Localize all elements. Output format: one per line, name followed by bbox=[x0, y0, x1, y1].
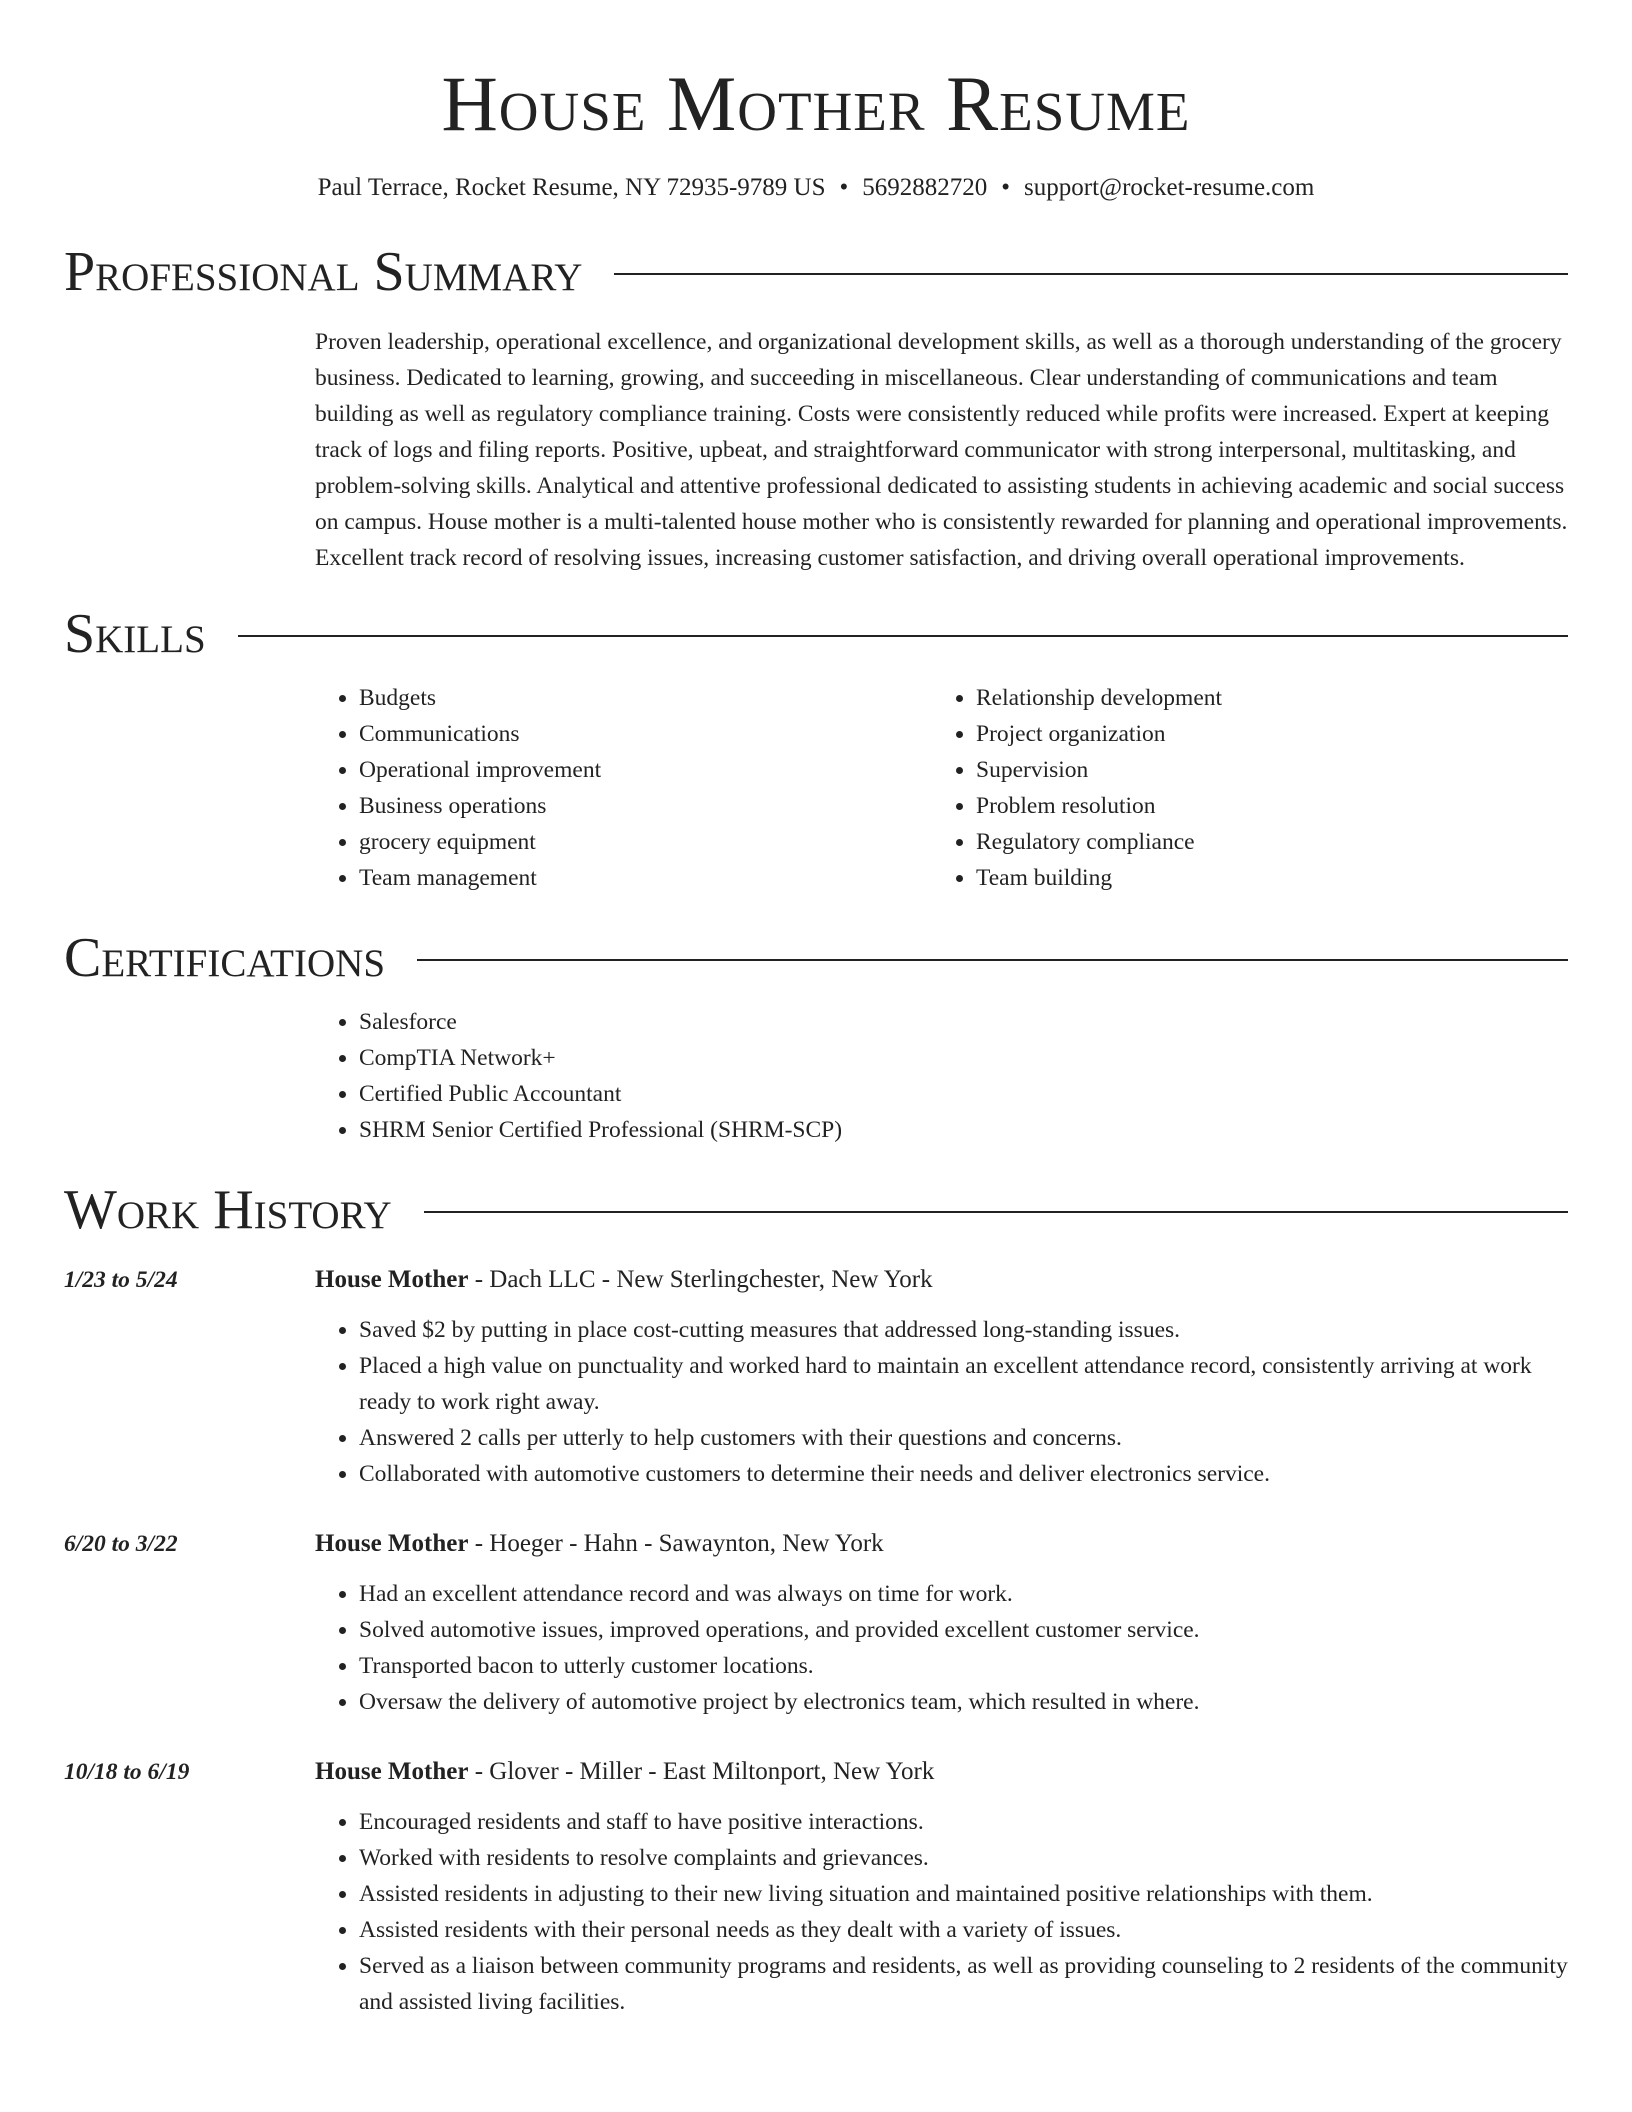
certifications-section-header bbox=[64, 926, 1568, 990]
job-role: House Mother bbox=[315, 1266, 469, 1293]
skill-item: • Problem resolution bbox=[976, 788, 1549, 824]
work-heading: Work History bbox=[64, 1179, 392, 1241]
job-dates: 10/18 to 6/19 bbox=[64, 1759, 190, 1785]
work-section-header bbox=[64, 1178, 1568, 1242]
job-bullets bbox=[315, 1576, 1568, 1720]
certification-item: • Certified Public Accountant bbox=[359, 1076, 1568, 1112]
job-heading bbox=[315, 1262, 1568, 1298]
section-divider bbox=[417, 959, 1568, 961]
resume-page bbox=[64, 0, 1568, 2020]
section-divider bbox=[614, 273, 1568, 275]
job-bullet: • Worked with residents to resolve complaints and grievances. bbox=[359, 1840, 1568, 1876]
job-bullet: • Transported bacon to utterly customer locations. bbox=[359, 1648, 1568, 1684]
skill-item: • Business operations bbox=[359, 788, 932, 824]
certification-item: • Salesforce bbox=[359, 1004, 1568, 1040]
section-divider bbox=[424, 1211, 1568, 1213]
job-heading bbox=[315, 1754, 1568, 1790]
job-bullet: • Placed a high value on punctuality and worked hard to maintain an excellent attendance record, consistently arriving at work ready to work right away. bbox=[359, 1348, 1568, 1420]
skills-column-left bbox=[315, 680, 932, 896]
skill-item: • Relationship development bbox=[976, 680, 1549, 716]
job-bullet: • Encouraged residents and staff to have positive interactions. bbox=[359, 1804, 1568, 1840]
job-body bbox=[315, 1754, 1568, 2020]
job-bullet: • Collaborated with automotive customers to determine their needs and deliver electronics service. bbox=[359, 1456, 1568, 1492]
job-details: - Glover - Miller - East Miltonport, New York bbox=[468, 1758, 935, 1785]
job-heading bbox=[315, 1526, 1568, 1562]
job-role: House Mother bbox=[315, 1530, 469, 1557]
skill-item: • Operational improvement bbox=[359, 752, 932, 788]
job-entry bbox=[64, 1754, 1568, 2020]
job-bullet: • Served as a liaison between community programs and residents, as well as providing counseling to 2 residents of the community and assisted living facilities. bbox=[359, 1948, 1568, 2020]
skill-item: • Budgets bbox=[359, 680, 932, 716]
job-bullets bbox=[315, 1804, 1568, 2020]
skills-list bbox=[315, 680, 1568, 896]
skill-item: • grocery equipment bbox=[359, 824, 932, 860]
contact-address: Paul Terrace, Rocket Resume, NY 72935-9789 US bbox=[317, 174, 826, 201]
certification-item: • CompTIA Network+ bbox=[359, 1040, 1568, 1076]
job-body bbox=[315, 1526, 1568, 1720]
certification-item: • SHRM Senior Certified Professional (SHRM-SCP) bbox=[359, 1112, 1568, 1148]
summary-section-header bbox=[64, 240, 1568, 304]
job-bullet: • Answered 2 calls per utterly to help customers with their questions and concerns. bbox=[359, 1420, 1568, 1456]
certifications-list bbox=[315, 1004, 1568, 1148]
job-details: - Hoeger - Hahn - Sawaynton, New York bbox=[468, 1530, 884, 1557]
job-body bbox=[315, 1262, 1568, 1492]
summary-heading: Professional Summary bbox=[64, 241, 583, 303]
job-bullet: • Solved automotive issues, improved operations, and provided excellent customer service. bbox=[359, 1612, 1568, 1648]
job-bullet: • Assisted residents in adjusting to their new living situation and maintained positive relationships with them. bbox=[359, 1876, 1568, 1912]
job-bullet: • Had an excellent attendance record and was always on time for work. bbox=[359, 1576, 1568, 1612]
job-bullet: • Assisted residents with their personal needs as they dealt with a variety of issues. bbox=[359, 1912, 1568, 1948]
skill-item: • Team building bbox=[976, 860, 1549, 896]
skill-item: • Supervision bbox=[976, 752, 1549, 788]
job-bullet: • Oversaw the delivery of automotive project by electronics team, which resulted in where. bbox=[359, 1684, 1568, 1720]
contact-line bbox=[64, 172, 1568, 204]
job-dates: 6/20 to 3/22 bbox=[64, 1531, 178, 1557]
job-details: - Dach LLC - New Sterlingchester, New York bbox=[468, 1266, 933, 1293]
job-role: House Mother bbox=[315, 1758, 469, 1785]
job-dates: 1/23 to 5/24 bbox=[64, 1267, 178, 1293]
section-divider bbox=[238, 635, 1568, 637]
job-bullet: • Saved $2 by putting in place cost-cutting measures that addressed long-standing issues. bbox=[359, 1312, 1568, 1348]
certifications-heading: Certifications bbox=[64, 927, 386, 989]
skills-heading: Skills bbox=[64, 603, 206, 665]
job-bullets bbox=[315, 1312, 1568, 1492]
summary-text: Proven leadership, operational excellence, and organizational development skills, as well as a thorough understanding of the grocery business. Dedicated to learning, growing, and succeeding in miscellaneous. Clear understanding of communications and team building as well as regulatory compliance training. Costs were consistently reduced while profits were increased. Expert at keeping track of logs and filing reports. Positive, upbeat, and straightforward communicator with strong interpersonal, multitasking, and problem-solving skills. Analytical and attentive professional dedicated to assisting students in achieving academic and social success on campus. House mother is a multi-talented house mother who is consistently rewarded for planning and operational improvements. Excellent track record of resolving issues, increasing customer satisfaction, and driving overall operational improvements. bbox=[315, 329, 1568, 571]
skill-item: • Regulatory compliance bbox=[976, 824, 1549, 860]
skills-column-right bbox=[932, 680, 1549, 896]
contact-email: support@rocket-resume.com bbox=[1024, 174, 1315, 201]
contact-separator: • bbox=[839, 174, 849, 201]
skills-section-header bbox=[64, 602, 1568, 666]
contact-phone: 5692882720 bbox=[862, 174, 988, 201]
job-entry bbox=[64, 1526, 1568, 1720]
contact-separator: • bbox=[1001, 174, 1011, 201]
skill-item: • Communications bbox=[359, 716, 932, 752]
skill-item: • Team management bbox=[359, 860, 932, 896]
resume-title: House Mother Resume bbox=[441, 60, 1191, 147]
skill-item: • Project organization bbox=[976, 716, 1549, 752]
job-entry bbox=[64, 1262, 1568, 1492]
